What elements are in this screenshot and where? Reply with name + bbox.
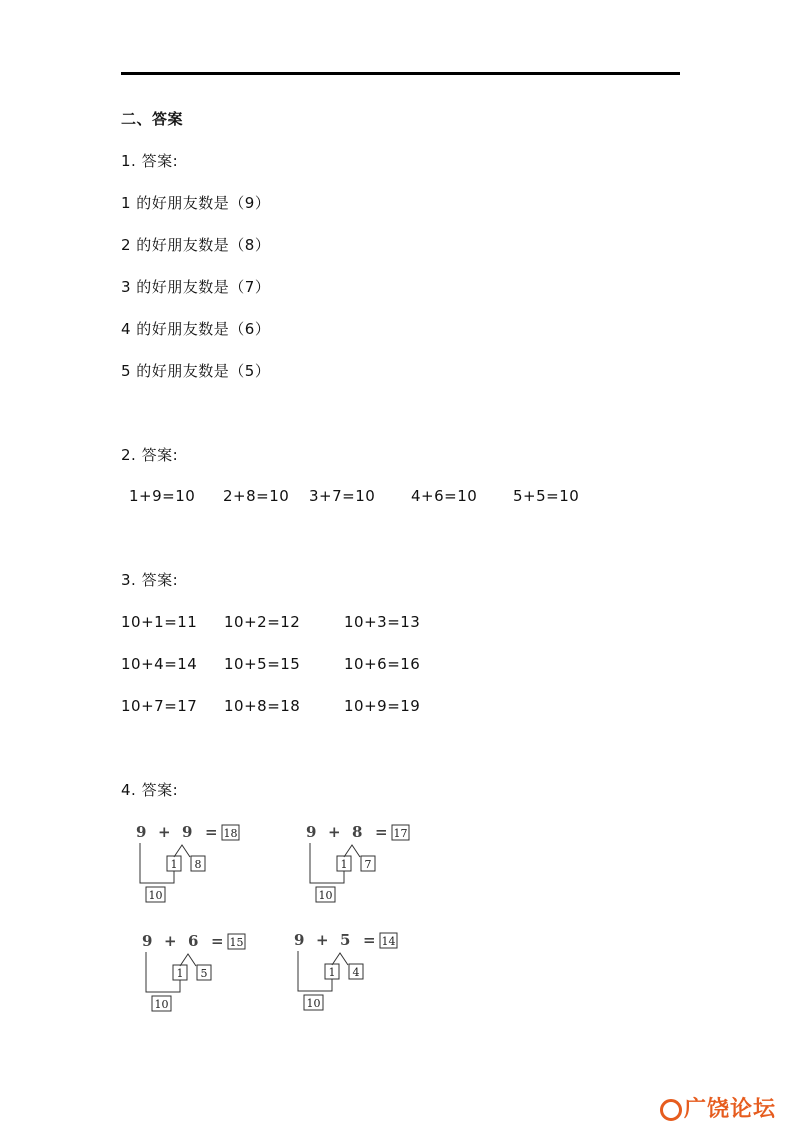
result-value: 15 (229, 936, 244, 949)
q3-equation: 10+4=14 (121, 655, 198, 673)
section-title: 二、答案 (121, 110, 184, 128)
equals-sign: = (363, 931, 376, 949)
q3-equation: 10+8=18 (224, 697, 301, 715)
q1-line: 5 的好朋友数是（5） (121, 362, 271, 380)
q1-line: 3 的好朋友数是（7） (121, 278, 271, 296)
q3-equation: 10+9=19 (344, 697, 421, 715)
q3-equation: 10+3=13 (344, 613, 421, 631)
q1-line: 2 的好朋友数是（8） (121, 236, 271, 254)
split-value: 1 (340, 858, 348, 871)
addend-a: 9 (142, 932, 153, 950)
q2-equation: 3+7=10 (309, 487, 376, 505)
equals-sign: = (205, 823, 218, 841)
split-value: 1 (170, 858, 178, 871)
addend-b: 9 (182, 823, 193, 841)
q2-equation: 4+6=10 (411, 487, 478, 505)
addend-b: 5 (340, 931, 351, 949)
ten-value: 10 (154, 998, 169, 1011)
watermark (660, 1092, 776, 1123)
addend-a: 9 (294, 931, 305, 949)
split-value: 1 (176, 967, 184, 980)
q2-equation: 1+9=10 (129, 487, 196, 505)
q1-line: 1 的好朋友数是（9） (121, 194, 271, 212)
q1-label: 1. 答案: (121, 152, 179, 170)
make-ten-diagram (142, 932, 245, 1011)
q3-equation: 10+1=11 (121, 613, 198, 631)
make-ten-diagrams (0, 815, 800, 1115)
addend-b: 6 (188, 932, 199, 950)
header-rule (121, 72, 680, 75)
q3-equation: 10+7=17 (121, 697, 198, 715)
split-value: 8 (194, 858, 202, 871)
q3-label: 3. 答案: (121, 571, 179, 589)
q4-label: 4. 答案: (121, 781, 179, 799)
ten-value: 10 (306, 997, 321, 1010)
make-ten-diagram (294, 931, 397, 1010)
split-branch (332, 953, 348, 965)
q1-line: 4 的好朋友数是（6） (121, 320, 271, 338)
split-value: 5 (200, 967, 208, 980)
addend-b: 8 (352, 823, 363, 841)
result-value: 18 (223, 827, 238, 840)
split-value: 1 (328, 966, 336, 979)
make-ten-diagram (306, 823, 409, 902)
split-value: 4 (352, 966, 360, 979)
make-ten-diagram (136, 823, 239, 902)
q3-equation: 10+6=16 (344, 655, 421, 673)
q2-label: 2. 答案: (121, 446, 179, 464)
q2-equation: 2+8=10 (223, 487, 290, 505)
watermark-text: 广饶论坛 (684, 1097, 777, 1122)
result-value: 17 (393, 827, 408, 840)
split-branch (180, 954, 196, 966)
ten-bracket (140, 843, 174, 883)
addend-a: 9 (136, 823, 147, 841)
q2-equation: 5+5=10 (513, 487, 580, 505)
ten-value: 10 (148, 889, 163, 902)
ten-bracket (298, 951, 332, 991)
q3-equation: 10+2=12 (224, 613, 301, 631)
q3-equation: 10+5=15 (224, 655, 301, 673)
result-value: 14 (381, 935, 396, 948)
ten-bracket (146, 952, 180, 992)
split-branch (344, 845, 360, 857)
plus-sign: + (164, 932, 177, 950)
watermark-logo-icon (660, 1099, 682, 1121)
split-value: 7 (364, 858, 372, 871)
equals-sign: = (375, 823, 388, 841)
split-branch (174, 845, 190, 857)
addend-a: 9 (306, 823, 317, 841)
ten-bracket (310, 843, 344, 883)
plus-sign: + (158, 823, 171, 841)
plus-sign: + (328, 823, 341, 841)
equals-sign: = (211, 932, 224, 950)
ten-value: 10 (318, 889, 333, 902)
plus-sign: + (316, 931, 329, 949)
